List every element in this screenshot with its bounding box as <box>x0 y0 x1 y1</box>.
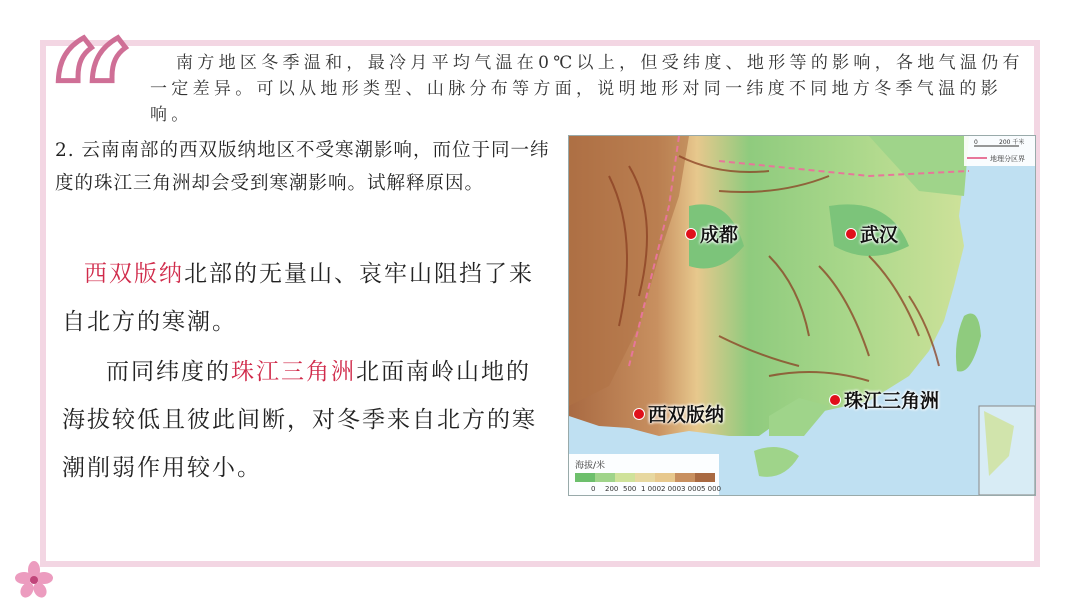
scale-label: 200 千米 <box>999 139 1025 146</box>
elevation-tick: 1 000 <box>641 485 662 493</box>
city-label: 武汉 <box>860 224 899 246</box>
question-text: 2. 云南南部的西双版纳地区不受寒潮影响，而位于同一纬度的珠江三角洲却会受到寒潮影响。试解释原因。 <box>55 140 550 194</box>
highlight-pearl-river-delta: 珠江三角洲 <box>231 359 356 385</box>
elevation-legend-bar <box>575 473 715 482</box>
elevation-tick: 500 <box>623 485 637 493</box>
elevation-tick: 200 <box>605 485 619 493</box>
elevation-ticks <box>591 485 721 493</box>
city-label: 成都 <box>700 224 739 246</box>
city-label: 珠江三角洲 <box>844 390 940 412</box>
elevation-tick: 2 000 <box>661 485 682 493</box>
city-dot-icon <box>829 394 841 406</box>
elevation-legend-title: 海拔/米 <box>575 461 606 471</box>
answer-paragraph-1 <box>62 250 552 346</box>
city-pearl-river-delta <box>829 386 939 413</box>
answer-block <box>62 250 552 492</box>
answer-p1-text: 北部的无量山、哀牢山阻挡了来自北方的寒潮。 <box>62 261 534 335</box>
answer-p2-text: 北面南岭山地的海拔较低且彼此间断，对冬季来自北方的寒潮削弱作用较小。 <box>62 359 537 481</box>
answer-paragraph-2 <box>62 348 552 492</box>
elevation-tick: 0 <box>591 485 596 493</box>
terrain-map <box>568 135 1036 496</box>
boundary-legend: 地理分区界 <box>990 155 1025 163</box>
terrain-map-graphic <box>569 136 1035 495</box>
city-dot-icon <box>633 408 645 420</box>
quote-mark-icon: “ <box>48 9 117 185</box>
city-xishuangbanna <box>633 400 724 427</box>
city-label: 西双版纳 <box>648 404 725 426</box>
scale-zero: 0 <box>974 139 978 146</box>
intro-paragraph: 南方地区冬季温和，最冷月平均气温在0℃以上，但受纬度、地形等的影响，各地气温仍有一定差异。可以从地形类型、山脉分布等方面，说明地形对同一纬度不同地方冬季气温的影响。 <box>150 53 1024 125</box>
highlight-xishuangbanna: 西双版纳 <box>84 261 184 287</box>
city-dot-icon <box>685 228 697 240</box>
flower-icon <box>14 560 54 600</box>
elevation-tick: 3 000 <box>681 485 702 493</box>
city-chengdu <box>685 220 738 247</box>
answer-p2-pre: 而同纬度的 <box>106 359 231 385</box>
elevation-tick: 5 000 <box>701 485 722 493</box>
city-wuhan <box>845 220 898 247</box>
city-dot-icon <box>845 228 857 240</box>
